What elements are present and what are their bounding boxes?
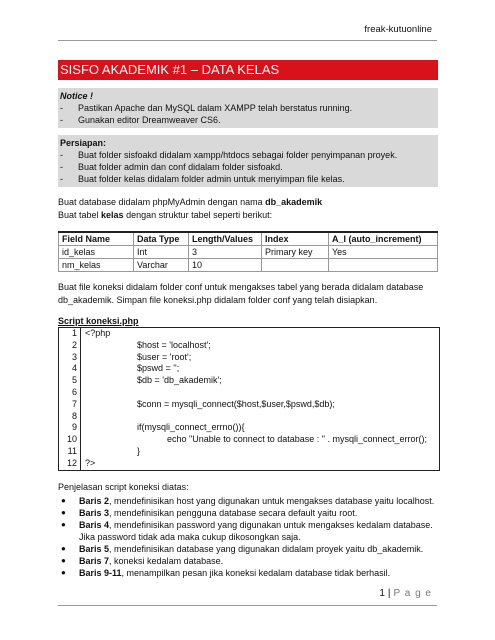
code-text: if(mysqli_connect_errno()){ [137,422,245,433]
table-header: A_I (auto_increment) [329,232,438,246]
bullet-icon: ● [61,556,66,565]
code-line [59,375,439,387]
db-paragraph: Buat database didalam phpMyAdmin dengan nama db_akademik Buat tabel kelas dengan struktur tabel seperti berikut: [58,197,323,220]
bullet-icon: ● [61,508,66,517]
bullet-icon: ● [61,520,66,529]
prep-title: Persiapan: [60,138,107,148]
line-number: 7 [59,399,81,411]
line-number: 12 [59,458,81,470]
table-row: id_kelas Int 3 Primary key Yes [59,246,438,259]
code-line [59,387,439,399]
code-text [81,387,137,399]
bullet-icon: ● [61,568,66,577]
script-title: Script koneksi.php [58,316,139,326]
table-header: Data Type [134,232,189,246]
notice-title: Notice ! [60,91,94,101]
code-line [59,399,439,411]
line-number: 4 [59,363,81,375]
code-line [59,340,439,352]
header-site: freak-kutuonline [364,24,432,35]
line-number: 5 [59,375,81,387]
code-text: <?php [85,328,111,338]
list-item: ● Baris 4, mendefinisikan password yang digunakan untuk mengakses kedalam database. Jika password tidak ada maka cukup dikosongkan saja. [58,519,443,543]
page-title: SISFO AKADEMIK #1 – DATA KELAS [58,60,438,80]
explain-list [58,495,443,579]
table-header-row [59,232,438,246]
code-line [59,328,439,340]
line-number: 9 [59,422,81,434]
line-number: 1 [59,328,81,340]
list-item: ● Baris 7, koneksi kedalam database. [58,555,443,567]
notice-box [58,88,438,128]
line-number: 8 [59,411,81,423]
table-header: Field Name [59,232,134,246]
code-text [81,411,137,423]
line-number: 3 [59,352,81,364]
code-text: $pswd = ''; [137,363,180,374]
prep-item: - Buat folder admin dan conf didalam folder sisfoakd. [60,162,283,172]
code-block [58,327,440,471]
code-line [59,411,439,423]
table-row: nm_kelas Varchar 10 [59,259,438,272]
notice-item: - Pastikan Apache dan MySQL dalam XAMPP telah berstatus running. [60,103,353,113]
notice-item: - Gunakan editor Dreamweaver CS6. [60,115,221,125]
code-text: ?> [85,457,96,468]
header-rule [58,40,437,41]
koneksi-paragraph: Buat file koneksi didalam folder conf untuk mengakses tabel yang berada didalam database db_akademik. Simpan file koneksi.php didalam folder conf yang telah disiapkan. [58,282,424,305]
list-item: ● Baris 9-11, menampilkan pesan jika koneksi kedalam database tidak berhasil. [58,567,443,579]
bullet-icon: ● [61,496,66,505]
code-text: $host = 'localhost'; [137,339,211,350]
code-text: } [137,445,141,456]
footer-rule [58,605,437,606]
code-line [59,434,439,446]
footer-page: 1 | P a g e [379,588,432,599]
code-text: $conn = mysqli_connect($host,$user,$pswd,$db); [137,398,335,409]
code-line [59,446,439,458]
code-text: echo "Unable to connect to database : " . mysqli_connect_error(); [167,434,428,445]
bullet-icon: ● [61,544,66,553]
table-header: Length/Values [189,232,262,246]
code-line [59,458,439,470]
line-number: 6 [59,387,81,399]
line-number: 10 [59,434,81,446]
code-text: $user = 'root'; [137,351,192,362]
code-line [59,422,439,434]
prep-item: - Buat folder sisfoakd didalam xampp/htdocs sebagai folder penyimpanan proyek. [60,150,398,160]
list-item: ● Baris 3, mendefinisikan pengguna database secara default yaitu root. [58,507,443,519]
table-header: Index [262,232,329,246]
prep-item: - Buat folder kelas didalam folder admin untuk menyimpan file kelas. [60,174,345,184]
list-item: ● Baris 5, mendefinisikan database yang digunakan didalam proyek yaitu db_akademik. [58,543,443,555]
explain-title: Penjelasan script koneksi diatas: [58,482,189,492]
prep-box [58,135,438,187]
line-number: 11 [59,446,81,458]
list-item: ● Baris 2, mendefinisikan host yang digunakan untuk mengakses database yaitu localhost. [58,495,443,507]
page-number: 1 [379,588,385,599]
code-line [59,363,439,375]
line-number: 2 [59,340,81,352]
structure-table [58,231,438,272]
code-text: $db = 'db_akademik'; [137,375,222,386]
code-line [59,352,439,364]
